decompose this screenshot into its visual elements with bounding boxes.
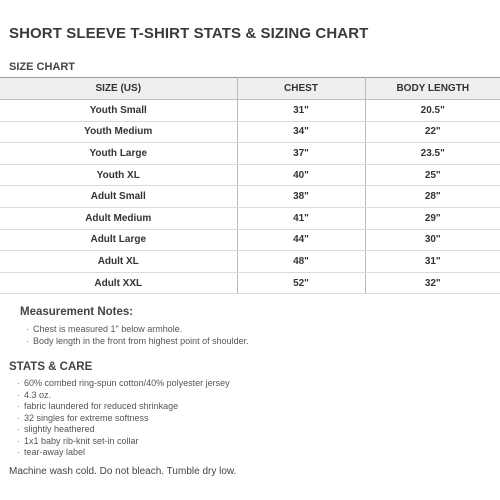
list-item bbox=[26, 323, 249, 335]
list-item bbox=[17, 424, 230, 436]
bullet-icon: · bbox=[26, 336, 29, 346]
stat-text: 4.3 oz. bbox=[24, 389, 52, 400]
bullet-icon: · bbox=[17, 435, 20, 446]
measurement-notes-heading: Measurement Notes: bbox=[20, 306, 134, 318]
page-title: SHORT SLEEVE T-SHIRT STATS & SIZING CHART bbox=[9, 25, 369, 42]
stat-text: slightly heathered bbox=[24, 424, 95, 434]
stat-text: fabric laundered for reduced shrinkage bbox=[24, 401, 179, 411]
size-cell: Youth Small bbox=[0, 100, 237, 122]
body-length-cell: 25" bbox=[365, 164, 500, 186]
size-chart-table bbox=[0, 77, 500, 294]
chest-cell: 38" bbox=[237, 186, 365, 208]
list-item bbox=[17, 436, 230, 448]
table-row bbox=[0, 143, 500, 165]
size-cell: Adult Large bbox=[0, 229, 237, 251]
table-row bbox=[0, 272, 500, 294]
column-header-chest: CHEST bbox=[237, 78, 365, 100]
bullet-icon: · bbox=[17, 401, 20, 411]
column-header-size: SIZE (US) bbox=[0, 78, 237, 100]
chest-cell: 34" bbox=[237, 121, 365, 143]
table-row bbox=[0, 251, 500, 273]
bullet-icon: · bbox=[17, 412, 20, 423]
chest-cell: 40" bbox=[237, 164, 365, 186]
measurement-notes-list bbox=[26, 323, 249, 347]
table-row bbox=[0, 121, 500, 143]
table-row bbox=[0, 164, 500, 186]
table-row bbox=[0, 100, 500, 122]
chest-cell: 37" bbox=[237, 143, 365, 165]
stats-care-list bbox=[17, 378, 230, 459]
chest-cell: 48" bbox=[237, 251, 365, 273]
body-length-cell: 20.5" bbox=[365, 100, 500, 122]
body-length-cell: 28" bbox=[365, 186, 500, 208]
size-cell: Youth Large bbox=[0, 143, 237, 165]
list-item bbox=[17, 378, 230, 390]
note-text: Body length in the front from highest point of shoulder. bbox=[33, 336, 249, 346]
stat-text: 1x1 baby rib-knit set-in collar bbox=[24, 435, 139, 446]
table-row bbox=[0, 229, 500, 251]
size-cell: Youth Medium bbox=[0, 121, 237, 143]
bullet-icon: · bbox=[17, 424, 20, 434]
table-header-row bbox=[0, 78, 500, 100]
table-row bbox=[0, 186, 500, 208]
bullet-icon: · bbox=[26, 324, 29, 334]
list-item bbox=[17, 413, 230, 425]
bullet-icon: · bbox=[17, 389, 20, 400]
body-length-cell: 22" bbox=[365, 121, 500, 143]
list-item bbox=[26, 335, 249, 347]
chest-cell: 44" bbox=[237, 229, 365, 251]
size-cell: Adult Medium bbox=[0, 207, 237, 229]
list-item bbox=[17, 447, 230, 459]
bullet-icon: · bbox=[17, 447, 20, 457]
column-header-body-length: BODY LENGTH bbox=[365, 78, 500, 100]
stat-text: 32 singles for extreme softness bbox=[24, 412, 149, 423]
body-length-cell: 31" bbox=[365, 251, 500, 273]
body-length-cell: 23.5" bbox=[365, 143, 500, 165]
body-length-cell: 29" bbox=[365, 207, 500, 229]
size-cell: Adult Small bbox=[0, 186, 237, 208]
stat-text: tear-away label bbox=[24, 447, 86, 457]
note-text: Chest is measured 1" below armhole. bbox=[33, 324, 183, 334]
table-row bbox=[0, 207, 500, 229]
bullet-icon: · bbox=[17, 378, 20, 388]
list-item bbox=[17, 401, 230, 413]
stat-text: 60% combed ring-spun cotton/40% polyester jersey bbox=[24, 378, 230, 388]
body-length-cell: 30" bbox=[365, 229, 500, 251]
body-length-cell: 32" bbox=[365, 272, 500, 294]
chest-cell: 52" bbox=[237, 272, 365, 294]
size-chart-heading: SIZE CHART bbox=[9, 61, 75, 73]
size-cell: Adult XL bbox=[0, 251, 237, 273]
list-item bbox=[17, 390, 230, 402]
care-instructions: Machine wash cold. Do not bleach. Tumble dry low. bbox=[9, 466, 237, 477]
size-cell: Adult XXL bbox=[0, 272, 237, 294]
stats-care-heading: STATS & CARE bbox=[9, 361, 93, 373]
chest-cell: 41" bbox=[237, 207, 365, 229]
chest-cell: 31" bbox=[237, 100, 365, 122]
size-cell: Youth XL bbox=[0, 164, 237, 186]
